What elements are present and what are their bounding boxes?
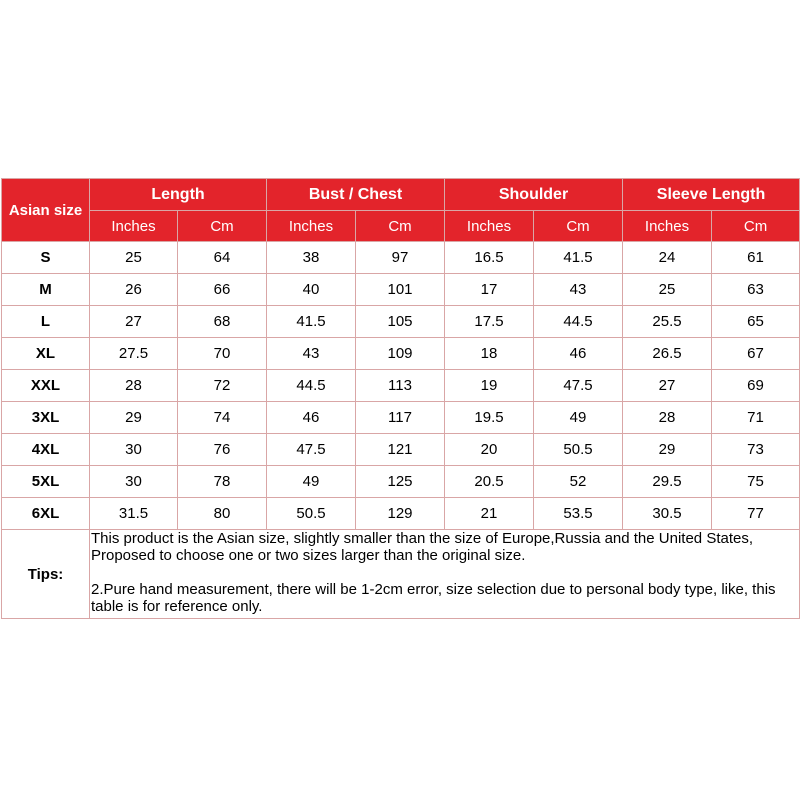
table-row xyxy=(2,274,800,306)
bust-chest-header: Bust / Chest xyxy=(267,179,445,211)
shoulder-cm-header: Cm xyxy=(534,211,623,242)
sleeve-inches-cell: 25 xyxy=(623,274,712,306)
shoulder-inches-cell: 17.5 xyxy=(445,306,534,338)
shoulder-inches-cell: 19 xyxy=(445,370,534,402)
sleeve-inches-cell: 29.5 xyxy=(623,466,712,498)
shoulder-cm-cell: 47.5 xyxy=(534,370,623,402)
length-inches-cell: 30 xyxy=(90,466,178,498)
length-cm-cell: 70 xyxy=(178,338,267,370)
sleeve-cm-cell: 69 xyxy=(712,370,800,402)
sleeve-cm-cell: 63 xyxy=(712,274,800,306)
group-header-row xyxy=(2,179,800,211)
sleeve-cm-cell: 67 xyxy=(712,338,800,370)
bust-cm-cell: 125 xyxy=(356,466,445,498)
shoulder-inches-cell: 17 xyxy=(445,274,534,306)
sleeve-inches-cell: 24 xyxy=(623,242,712,274)
shoulder-cm-cell: 46 xyxy=(534,338,623,370)
size-label-cell: S xyxy=(2,242,90,274)
shoulder-cm-cell: 53.5 xyxy=(534,498,623,530)
size-label-cell: 6XL xyxy=(2,498,90,530)
bust-cm-cell: 109 xyxy=(356,338,445,370)
bust-inches-cell: 40 xyxy=(267,274,356,306)
sleeve-cm-cell: 61 xyxy=(712,242,800,274)
tips-text xyxy=(90,530,800,619)
sleeve-cm-header: Cm xyxy=(712,211,800,242)
length-cm-cell: 80 xyxy=(178,498,267,530)
sleeve-inches-header: Inches xyxy=(623,211,712,242)
bust-cm-cell: 121 xyxy=(356,434,445,466)
length-cm-cell: 72 xyxy=(178,370,267,402)
bust-inches-cell: 46 xyxy=(267,402,356,434)
shoulder-inches-header: Inches xyxy=(445,211,534,242)
bust-inches-cell: 50.5 xyxy=(267,498,356,530)
bust-cm-cell: 113 xyxy=(356,370,445,402)
length-inches-cell: 30 xyxy=(90,434,178,466)
tips-label: Tips: xyxy=(2,530,90,619)
sleeve-inches-cell: 28 xyxy=(623,402,712,434)
size-label-cell: XL xyxy=(2,338,90,370)
length-cm-cell: 64 xyxy=(178,242,267,274)
length-inches-header: Inches xyxy=(90,211,178,242)
shoulder-cm-cell: 50.5 xyxy=(534,434,623,466)
bust-inches-header: Inches xyxy=(267,211,356,242)
bust-cm-header: Cm xyxy=(356,211,445,242)
length-cm-cell: 68 xyxy=(178,306,267,338)
sleeve-cm-cell: 77 xyxy=(712,498,800,530)
size-label-cell: L xyxy=(2,306,90,338)
bust-cm-cell: 129 xyxy=(356,498,445,530)
shoulder-inches-cell: 20.5 xyxy=(445,466,534,498)
length-cm-cell: 78 xyxy=(178,466,267,498)
tips-row xyxy=(2,530,800,619)
shoulder-cm-cell: 41.5 xyxy=(534,242,623,274)
sleeve-inches-cell: 30.5 xyxy=(623,498,712,530)
bust-inches-cell: 47.5 xyxy=(267,434,356,466)
shoulder-inches-cell: 16.5 xyxy=(445,242,534,274)
size-label-cell: M xyxy=(2,274,90,306)
table-row xyxy=(2,466,800,498)
size-label-cell: 3XL xyxy=(2,402,90,434)
shoulder-header: Shoulder xyxy=(445,179,623,211)
sleeve-inches-cell: 26.5 xyxy=(623,338,712,370)
bust-cm-cell: 105 xyxy=(356,306,445,338)
length-cm-header: Cm xyxy=(178,211,267,242)
sleeve-inches-cell: 29 xyxy=(623,434,712,466)
sleeve-cm-cell: 73 xyxy=(712,434,800,466)
sleeve-inches-cell: 27 xyxy=(623,370,712,402)
length-inches-cell: 26 xyxy=(90,274,178,306)
asian-size-header: Asian size xyxy=(2,179,90,242)
tip-paragraph-1: This product is the Asian size, slightly smaller than the size of Europe,Russia and the United States, Proposed to choose one or two sizes larger than the original size. xyxy=(91,530,754,564)
size-chart-table xyxy=(1,178,800,619)
shoulder-inches-cell: 21 xyxy=(445,498,534,530)
unit-header-row xyxy=(2,211,800,242)
length-cm-cell: 76 xyxy=(178,434,267,466)
length-inches-cell: 31.5 xyxy=(90,498,178,530)
length-inches-cell: 25 xyxy=(90,242,178,274)
tip-paragraph-2: 2.Pure hand measurement, there will be 1-2cm error, size selection due to personal body type, like, this table is for reference only. xyxy=(91,581,776,615)
shoulder-cm-cell: 52 xyxy=(534,466,623,498)
length-inches-cell: 29 xyxy=(90,402,178,434)
bust-inches-cell: 43 xyxy=(267,338,356,370)
shoulder-inches-cell: 20 xyxy=(445,434,534,466)
table-row xyxy=(2,434,800,466)
bust-cm-cell: 97 xyxy=(356,242,445,274)
shoulder-cm-cell: 49 xyxy=(534,402,623,434)
sleeve-length-header: Sleeve Length xyxy=(623,179,800,211)
shoulder-inches-cell: 18 xyxy=(445,338,534,370)
size-label-cell: XXL xyxy=(2,370,90,402)
table-row xyxy=(2,306,800,338)
bust-cm-cell: 117 xyxy=(356,402,445,434)
sleeve-cm-cell: 75 xyxy=(712,466,800,498)
length-header: Length xyxy=(90,179,267,211)
length-inches-cell: 27 xyxy=(90,306,178,338)
size-rows xyxy=(2,242,800,530)
sleeve-inches-cell: 25.5 xyxy=(623,306,712,338)
length-cm-cell: 66 xyxy=(178,274,267,306)
length-cm-cell: 74 xyxy=(178,402,267,434)
size-label-cell: 5XL xyxy=(2,466,90,498)
shoulder-cm-cell: 43 xyxy=(534,274,623,306)
length-inches-cell: 27.5 xyxy=(90,338,178,370)
length-inches-cell: 28 xyxy=(90,370,178,402)
table-row xyxy=(2,498,800,530)
sleeve-cm-cell: 71 xyxy=(712,402,800,434)
table-row xyxy=(2,370,800,402)
size-label-cell: 4XL xyxy=(2,434,90,466)
shoulder-inches-cell: 19.5 xyxy=(445,402,534,434)
bust-inches-cell: 49 xyxy=(267,466,356,498)
sleeve-cm-cell: 65 xyxy=(712,306,800,338)
bust-cm-cell: 101 xyxy=(356,274,445,306)
bust-inches-cell: 38 xyxy=(267,242,356,274)
bust-inches-cell: 41.5 xyxy=(267,306,356,338)
table-row xyxy=(2,402,800,434)
table-row xyxy=(2,242,800,274)
table-row xyxy=(2,338,800,370)
bust-inches-cell: 44.5 xyxy=(267,370,356,402)
shoulder-cm-cell: 44.5 xyxy=(534,306,623,338)
